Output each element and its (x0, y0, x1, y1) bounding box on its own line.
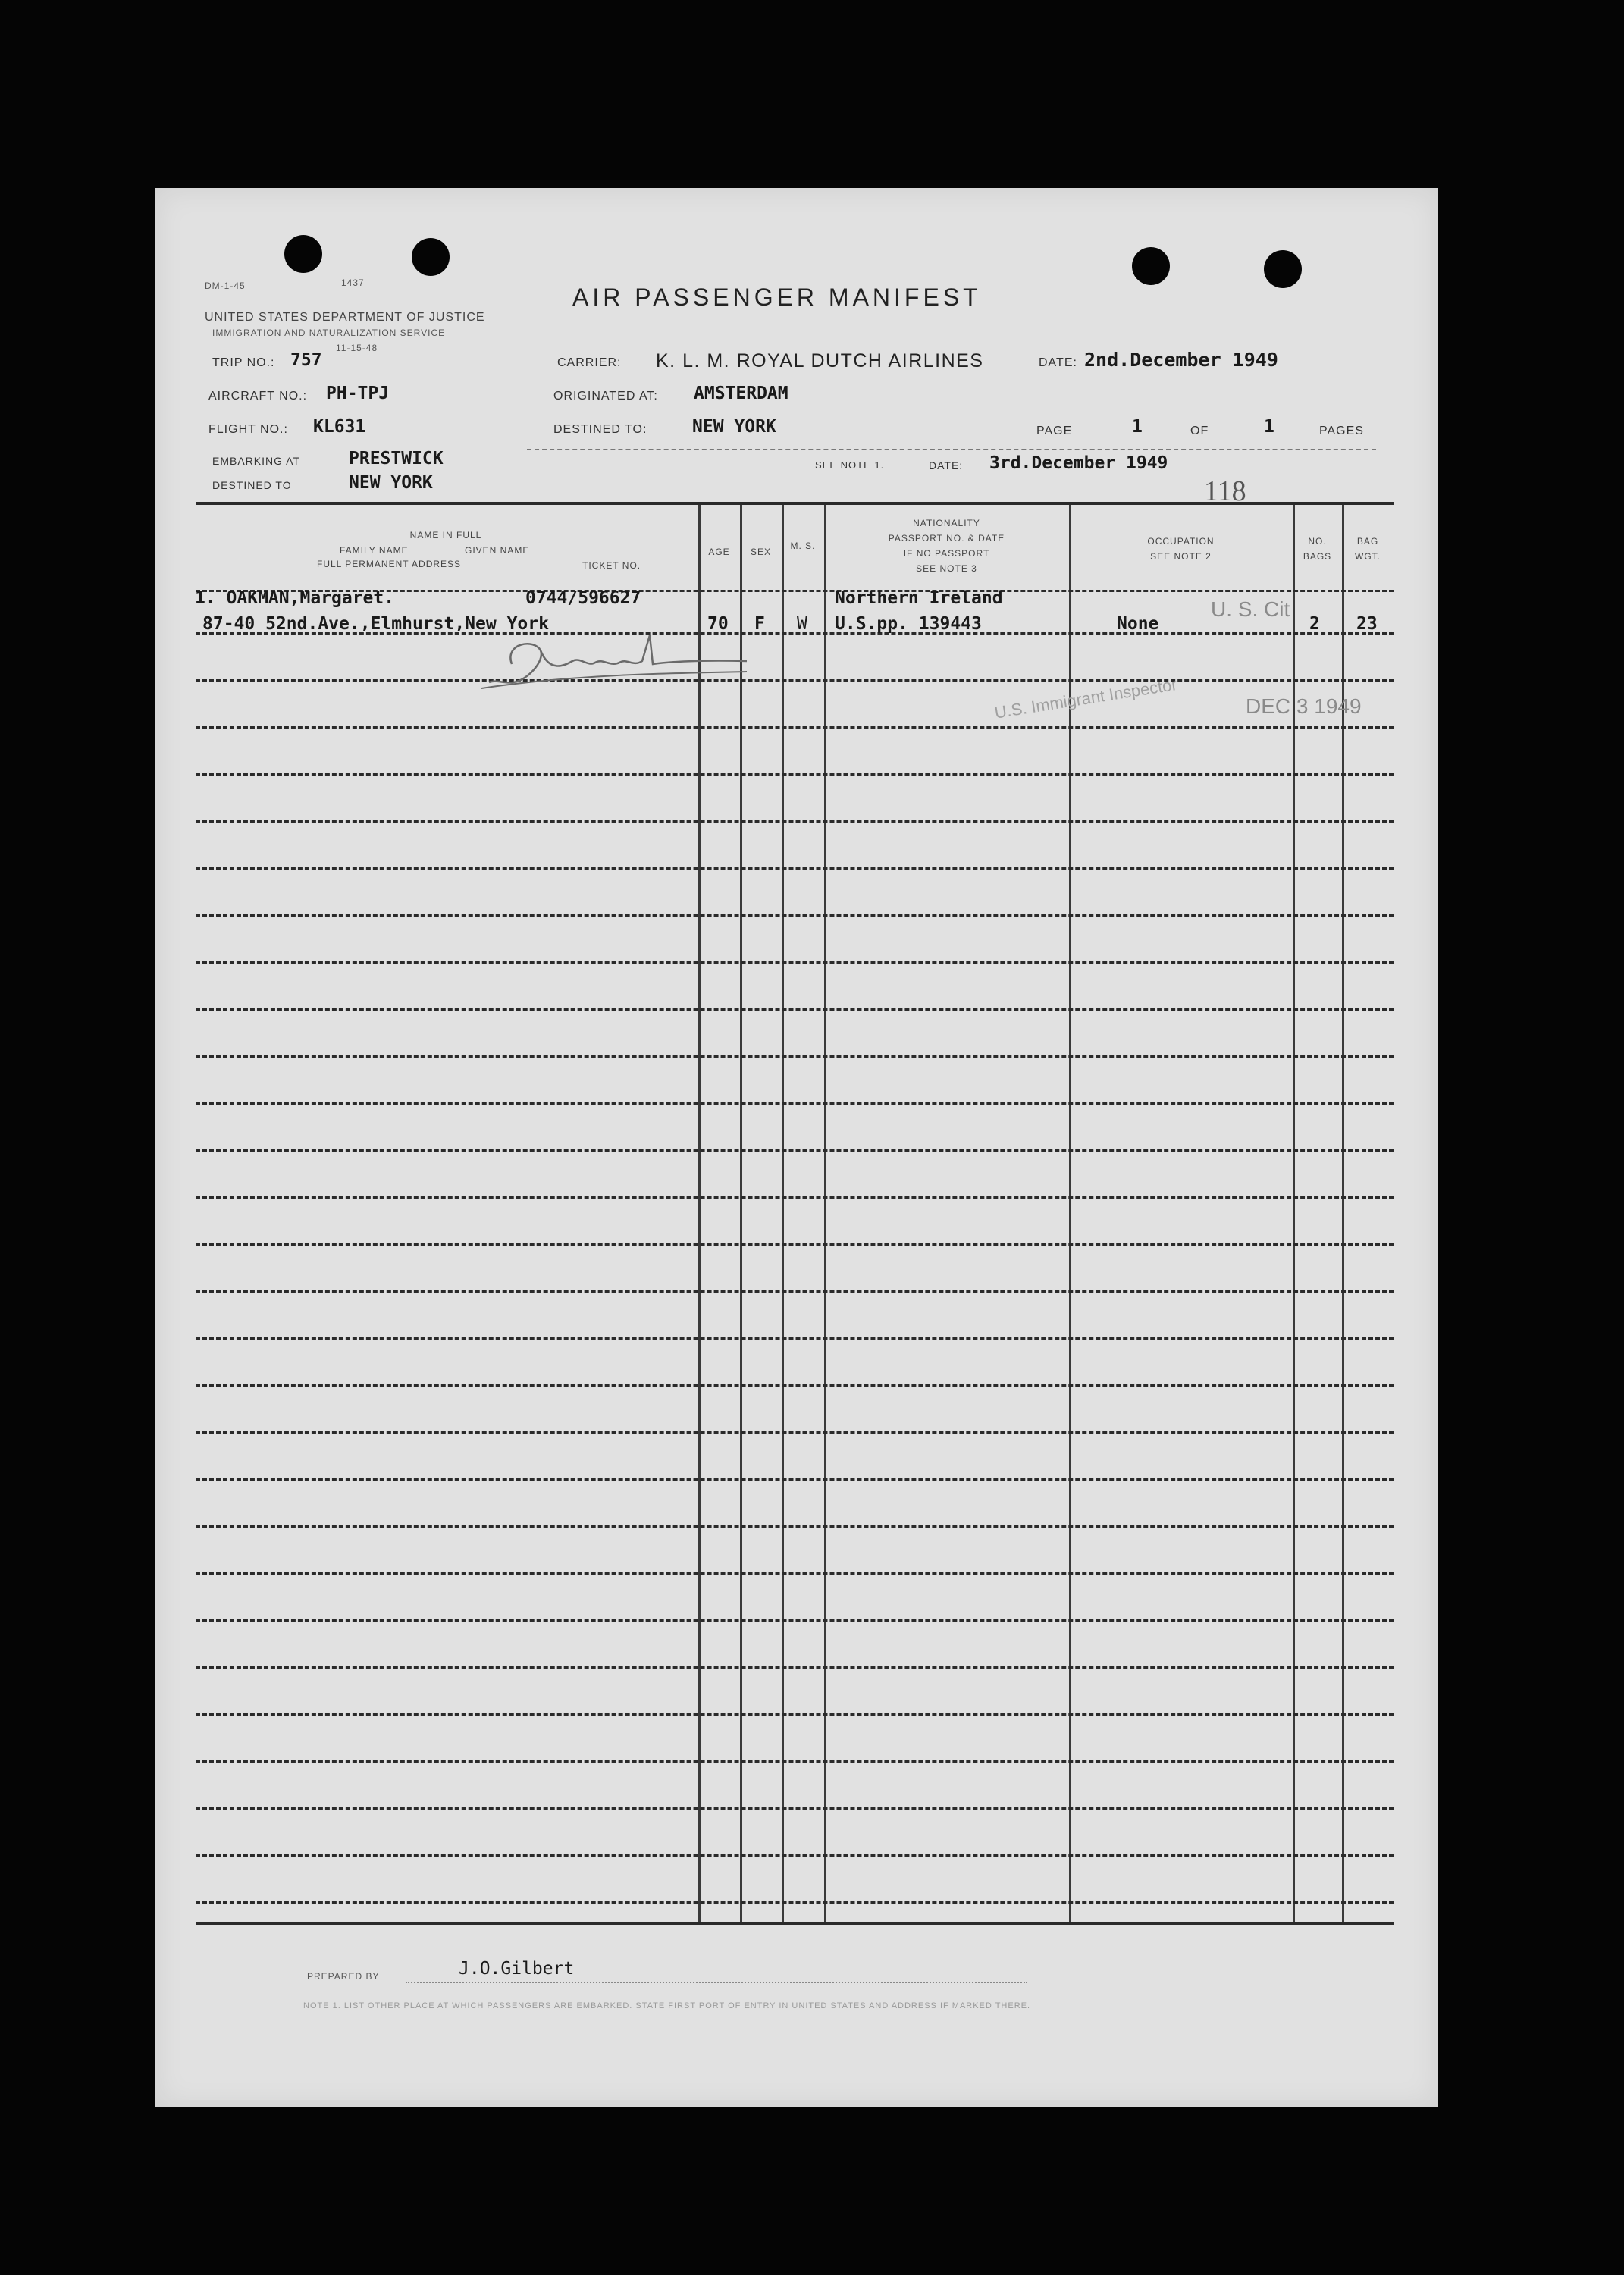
punch-hole (1132, 247, 1170, 285)
col-divider (824, 505, 826, 1924)
row-rule (196, 726, 1394, 729)
row-rule (196, 1854, 1394, 1857)
col-label-occupation: OCCUPATION (1147, 536, 1215, 547)
col-label-bag: BAG (1356, 536, 1379, 547)
col-divider (1069, 505, 1071, 1924)
stamp-date: 11-15-48 (336, 343, 378, 353)
flight-no: KL631 (313, 417, 366, 437)
header-rule (527, 449, 1376, 450)
punch-hole (1264, 250, 1302, 288)
row-rule (196, 1196, 1394, 1199)
col-divider (698, 505, 701, 1924)
stamp-code: 1437 (341, 277, 365, 288)
passenger-nationality: Northern Ireland (835, 588, 1003, 608)
col-divider (740, 505, 742, 1924)
col-label-name-in-full: NAME IN FULL (409, 530, 482, 541)
date-stamp: DEC 3 1949 (1246, 694, 1362, 718)
prepared-by: J.O.Gilbert (459, 1959, 575, 1979)
col-header-nationality (824, 515, 1069, 576)
row-rule (196, 1102, 1394, 1105)
col-header-bags (1293, 534, 1342, 564)
page-label: PAGE (1036, 425, 1073, 437)
row-rule (196, 1290, 1394, 1293)
col-label-ticket: TICKET NO. (582, 560, 641, 571)
col-label-bags: BAGS (1303, 551, 1332, 562)
destined-to: NEW YORK (692, 417, 776, 437)
signature-line (406, 1982, 1027, 1983)
destined-label: DESTINED TO: (553, 423, 647, 436)
punch-hole (412, 238, 450, 276)
col-label-note3: SEE NOTE 3 (916, 563, 977, 574)
row-rule (196, 867, 1394, 870)
originated-label: ORIGINATED AT: (553, 390, 658, 403)
manifest-sheet (155, 188, 1438, 2107)
passenger-age: 70 (707, 614, 729, 634)
row-rule (196, 1901, 1394, 1904)
row-rule (196, 1713, 1394, 1716)
col-label-given-name: GIVEN NAME (465, 545, 530, 556)
row-rule (196, 1807, 1394, 1810)
of-label: OF (1190, 425, 1209, 437)
ticket-number: 0744/596627 (525, 588, 641, 608)
col-label-wgt: WGT. (1355, 551, 1381, 562)
col-header-occupation (1069, 534, 1293, 564)
page-number: 1 (1132, 417, 1143, 437)
row-rule (196, 1055, 1394, 1058)
row-rule (196, 1760, 1394, 1763)
table-bottom-border (196, 1922, 1394, 1925)
row-rule (196, 914, 1394, 917)
inspector-stamp: U.S. Immigrant Inspector (993, 674, 1179, 722)
col-header-marital: M. S. (790, 541, 816, 551)
pages-total: 1 (1264, 417, 1274, 437)
passenger-bags: 2 (1309, 614, 1320, 634)
destined-to-2: NEW YORK (349, 473, 433, 493)
row-rule (196, 773, 1394, 776)
pages-label: PAGES (1319, 425, 1364, 437)
service: IMMIGRATION AND NATURALIZATION SERVICE (212, 327, 446, 338)
col-divider (782, 505, 784, 1924)
table-top-border (196, 502, 1394, 505)
passenger-address: 87-40 52nd.Ave.,Elmhurst,New York (202, 614, 549, 634)
date-label: DATE: (1039, 356, 1077, 369)
trip-no-label: TRIP NO.: (212, 356, 275, 369)
col-label-address: FULL PERMANENT ADDRESS (317, 559, 462, 569)
row-rule (196, 1478, 1394, 1481)
embarking-label: EMBARKING AT (212, 455, 300, 467)
row-rule (196, 1149, 1394, 1152)
aircraft-label: AIRCRAFT NO.: (208, 390, 308, 403)
aircraft-no: PH-TPJ (326, 384, 390, 403)
originated-at: AMSTERDAM (694, 384, 788, 403)
col-label-no-passport: IF NO PASSPORT (903, 548, 990, 559)
manifest-date: 2nd.December 1949 (1084, 349, 1278, 371)
passenger-marital: W (797, 614, 807, 634)
col-label-family-name: FAMILY NAME (340, 545, 409, 556)
flight-label: FLIGHT NO.: (208, 423, 288, 436)
row-rule (196, 1008, 1394, 1011)
form-title: AIR PASSENGER MANIFEST (572, 284, 982, 311)
trip-no: 757 (290, 350, 322, 370)
row-rule (196, 679, 1394, 682)
col-label-no: NO. (1308, 536, 1327, 547)
inspector-initials-signature (481, 628, 754, 696)
sheet-number: 118 (1204, 475, 1246, 507)
row-rule (196, 1337, 1394, 1340)
punch-hole (284, 235, 322, 273)
col-label-nationality: NATIONALITY (913, 518, 980, 528)
row-rule (196, 820, 1394, 823)
passenger-sex: F (754, 614, 765, 634)
col-label-note2: SEE NOTE 2 (1150, 551, 1212, 562)
date2-label: DATE: (929, 459, 964, 472)
footer-note: NOTE 1. LIST OTHER PLACE AT WHICH PASSENGERS ARE EMBARKED. STATE FIRST PORT OF ENTRY IN UNITED STATES AND ADDRESS IF MARKED THERE. (303, 2001, 1031, 2010)
col-header-weight (1342, 534, 1394, 564)
passenger-passport: U.S.pp. 139443 (835, 614, 982, 634)
see-note-label: SEE NOTE 1. (815, 459, 885, 471)
row-rule (196, 961, 1394, 964)
row-rule (196, 1572, 1394, 1575)
col-header-age: AGE (708, 547, 730, 557)
col-label-passport: PASSPORT NO. & DATE (888, 533, 1005, 544)
citizen-stamp: U. S. Cit (1211, 597, 1290, 621)
row-rule (196, 1666, 1394, 1669)
col-header-sex: SEX (750, 547, 771, 557)
row-rule (196, 1525, 1394, 1528)
destined2-label: DESTINED TO (212, 479, 292, 491)
row-rule (196, 1619, 1394, 1622)
form-code: DM-1-45 (205, 280, 246, 291)
passenger-name: 1. OAKMAN,Margaret. (195, 588, 395, 608)
row-rule (196, 1431, 1394, 1434)
arrival-date: 3rd.December 1949 (989, 453, 1168, 473)
row-rule (196, 1243, 1394, 1246)
embarking-at: PRESTWICK (349, 449, 444, 468)
passenger-bag-weight: 23 (1356, 614, 1378, 634)
passenger-occupation: None (1117, 614, 1159, 634)
carrier-label: CARRIER: (557, 356, 622, 369)
carrier: K. L. M. ROYAL DUTCH AIRLINES (656, 350, 984, 371)
prepared-by-label: PREPARED BY (307, 1971, 380, 1982)
row-rule (196, 1384, 1394, 1387)
department: UNITED STATES DEPARTMENT OF JUSTICE (205, 311, 485, 324)
